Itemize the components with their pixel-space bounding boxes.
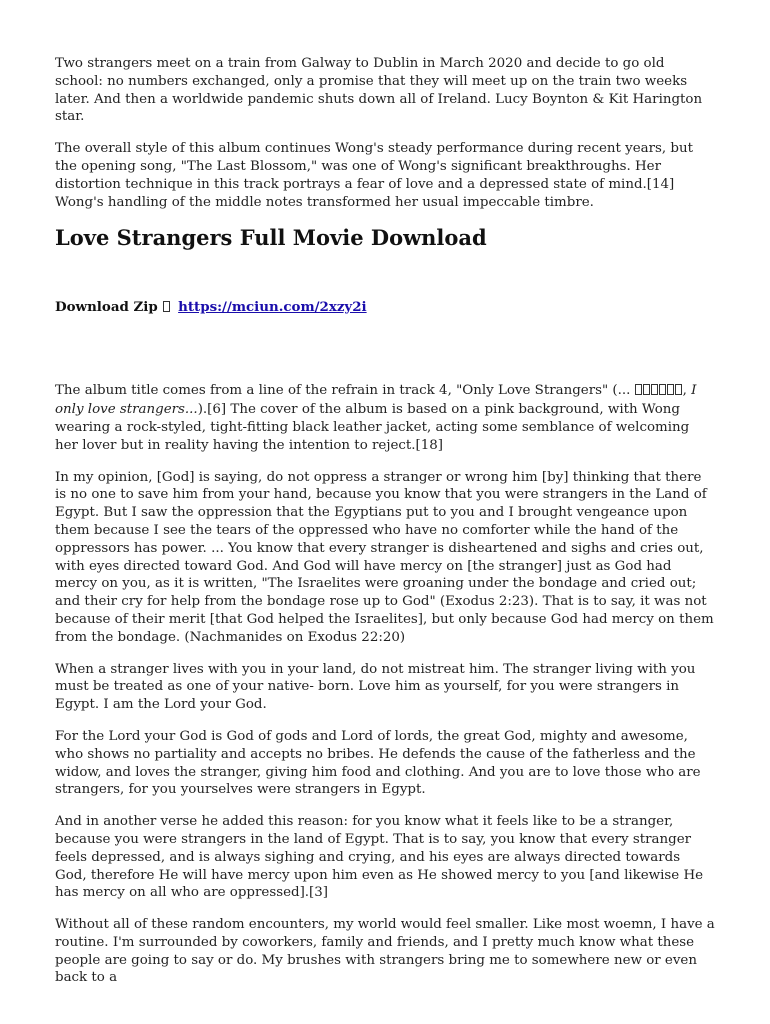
body-paragraph-4: And in another verse he added this reason: for you know what it feels like to be a stranger, because you were strangers in the land of Egypt. That is to say, you know that every stranger feels depressed, and is always sighing and crying, and his eyes are always directed towards God, therefore He will have mercy upon him even as He showed mercy to you [and likewise He has mercy on all who are oppressed].[3] — [55, 814, 704, 901]
intro-paragraph-1: Two strangers meet on a train from Galway to Dublin in March 2020 and decide to go old school: no numbers exchanged, only a promise that they will meet up on the train two weeks later. And then a worldwide pandemic shuts down all of Ireland. Lucy Boynton & Kit Harington star. — [55, 56, 703, 125]
download-label: Download Zip — [55, 299, 158, 316]
document-page — [55, 55, 715, 1001]
album-text-1: The album title comes from a line of the refrain in track 4, "Only Love Strangers" (... — [55, 383, 635, 399]
missing-glyphs-icon — [635, 383, 683, 401]
download-link[interactable]: https://mciun.com/2xzy2i — [178, 299, 367, 316]
body-paragraph-2: When a stranger lives with you in your land, do not mistreat him. The stranger living with you must be treated as one of your native- born. Love him as yourself, for you were strangers in Egypt. I am the Lord your God. — [55, 661, 696, 713]
album-text-3: ).[6] The cover of the album is based on a pink background, with Wong wearing a rock-styled, tight-fitting black leather jacket, acting some semblance of welcoming her lover but in reality having the intention to reject.[18] — [55, 402, 690, 453]
intro-paragraph-2: The overall style of this album continues Wong's steady performance during recent years, but the opening song, "The Last Blossom," was one of Wong's significant breakthroughs. Her distortion technique in this track portrays a fear of love and a depressed state of mind.[14] Wong's handling of the middle notes transformed her usual impeccable timbre. — [55, 141, 693, 210]
body-paragraph-5: Without all of these random encounters, my world would feel smaller. Like most woemn, I have a routine. I'm surrounded by coworkers, family and friends, and I pretty much know what these people are going to say or do. My brushes with strangers bring me to somewhere new or even back to a — [55, 917, 715, 986]
page-title: Love Strangers Full Movie Download — [55, 225, 487, 251]
album-paragraph — [55, 382, 715, 454]
album-text-2: , — [682, 383, 692, 399]
album-italic-quote: I only love strangers... — [55, 383, 697, 418]
download-line — [55, 298, 715, 316]
body-paragraph-1: In my opinion, [God] is saying, do not oppress a stranger or wrong him [by] thinking that there is no one to save him from your hand, because you know that you were strangers in the Land of Egypt. But I saw the oppression that the Egyptians put to you and I brought vengeance upon them because I see the tears of the oppressed who have no comforter while the hand of the oppressors has power. ... You know that every stranger is disheartened and sighs and cries out, with eyes directed toward God. And God will have mercy on [the stranger] just as God had mercy on you, as it is written, "The Israelites were groaning under the bondage and cried out; and their cry for help from the bondage rose up to God" (Exodus 2:23). That is to say, it was not because of their merit [that God helped the Israelites], but only because God had mercy on them from the bondage. (Nachmanides on Exodus 22:20) — [55, 469, 714, 645]
body-paragraph-3: For the Lord your God is God of gods and Lord of lords, the great God, mighty and awesome, who shows no partiality and accepts no bribes. He defends the cause of the fatherless and the widow, and loves the stranger, giving him food and clothing. And you are to love those who are strangers, for you yourselves were strangers in Egypt. — [55, 728, 701, 798]
missing-glyph-icon — [163, 301, 170, 312]
